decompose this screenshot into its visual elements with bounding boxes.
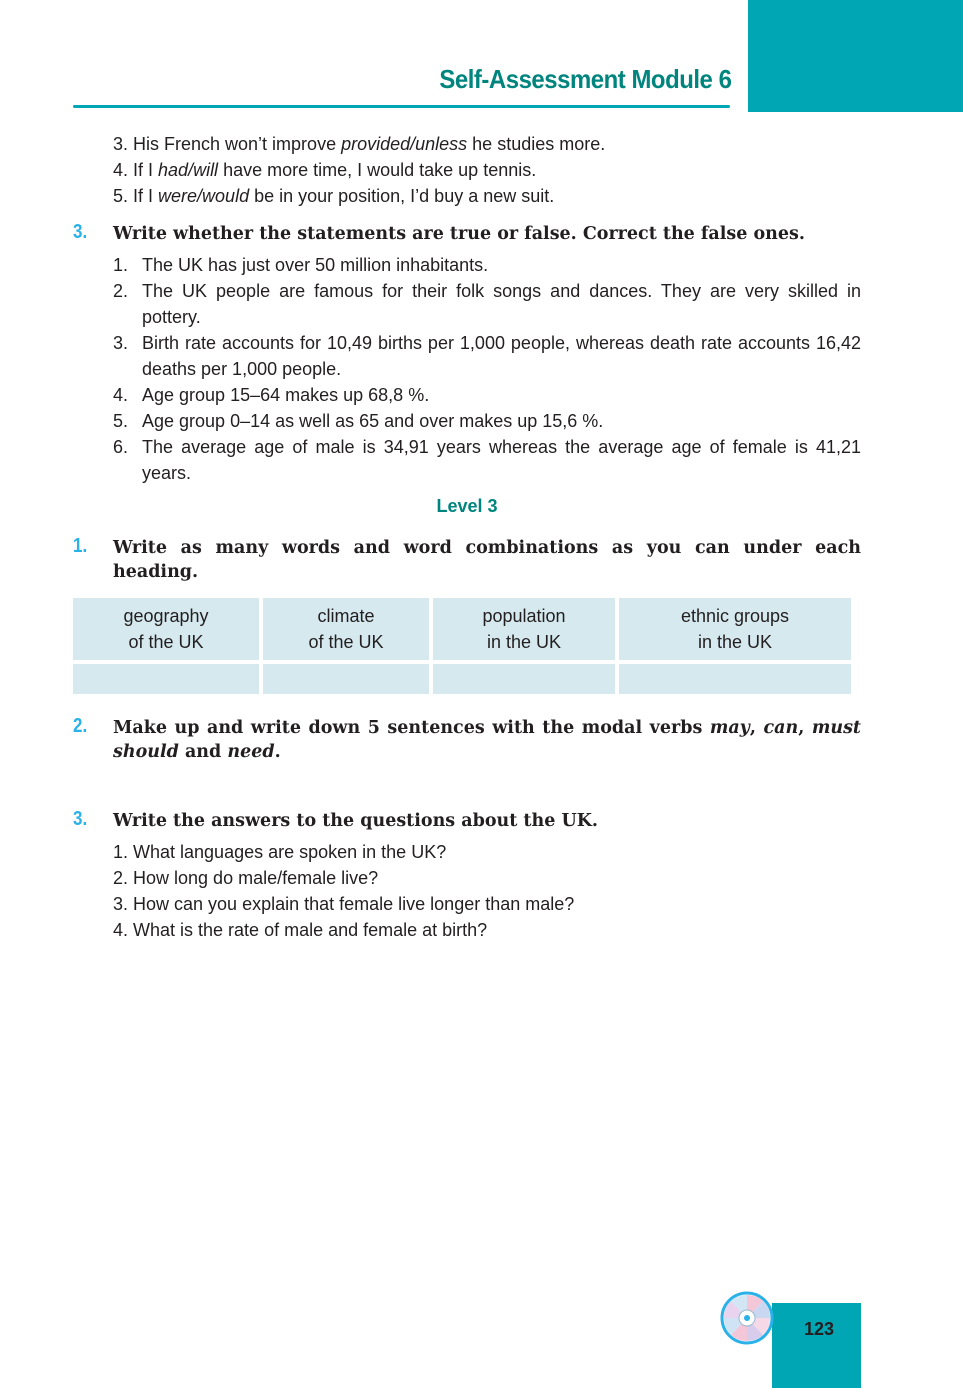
task-instruction: Write whether the statements are true or false. Correct the false ones. bbox=[113, 224, 805, 244]
question-list bbox=[113, 839, 574, 943]
continued-item: 4. If I had/will have more time, I would take up tennis. bbox=[113, 160, 537, 180]
statement-item: 1. The UK has just over 50 million inhabitants. bbox=[113, 255, 489, 275]
task-number: 1. bbox=[73, 535, 88, 557]
statement-item: 5. Age group 0–14 as well as 65 and over makes up 15,6 %. bbox=[113, 411, 604, 431]
statement-item: 4. Age group 15–64 makes up 68,8 %. bbox=[113, 385, 430, 405]
table-blank-cell bbox=[619, 660, 851, 694]
continued-items bbox=[113, 131, 605, 209]
page-number: 123 bbox=[803, 1319, 835, 1339]
continued-item: 3. His French won’t improve provided/unless he studies more. bbox=[113, 134, 606, 154]
cd-disc-icon bbox=[720, 1291, 774, 1345]
question-item: 3. How can you explain that female live longer than male? bbox=[113, 894, 575, 914]
table-heading-cell: climate of the UK bbox=[263, 598, 429, 660]
header-corner-block bbox=[748, 0, 963, 112]
task-number: 2. bbox=[73, 715, 88, 737]
task-instruction: Make up and write down 5 sentences with the modal verbs may, can, must should and need. bbox=[113, 718, 862, 762]
task-number: 3. bbox=[73, 808, 88, 830]
true-false-statements bbox=[113, 252, 861, 486]
statement-item: 3. Birth rate accounts for 10,49 births per 1,000 people, whereas death rate accounts 16,42 deaths per 1,000 people. bbox=[113, 333, 861, 379]
level-heading: Level 3 bbox=[436, 496, 498, 516]
word-headings-table bbox=[69, 598, 855, 694]
table-blank-cell bbox=[73, 660, 259, 694]
continued-item: 5. If I were/would be in your position, I’d buy a new suit. bbox=[113, 186, 555, 206]
page-title: Self-Assessment Module 6 bbox=[438, 64, 731, 94]
statement-item: 6. The average age of male is 34,91 years whereas the average age of female is 41,21 years. bbox=[113, 437, 861, 483]
task-instruction: Write as many words and word combinations as you can under each heading. bbox=[113, 538, 861, 582]
question-item: 2. How long do male/female live? bbox=[113, 868, 379, 888]
table-blank-cell bbox=[433, 660, 615, 694]
task-number: 3. bbox=[73, 221, 88, 243]
header-rule bbox=[73, 105, 730, 108]
table-heading-cell: geography of the UK bbox=[73, 598, 259, 660]
question-item: 1. What languages are spoken in the UK? bbox=[113, 842, 447, 862]
table-blank-cell bbox=[263, 660, 429, 694]
statement-item: 2. The UK people are famous for their folk songs and dances. They are very skilled in pottery. bbox=[113, 281, 861, 327]
task-instruction: Write the answers to the questions about the UK. bbox=[113, 811, 599, 831]
question-item: 4. What is the rate of male and female at birth? bbox=[113, 920, 488, 940]
table-heading-cell: population in the UK bbox=[433, 598, 615, 660]
table-heading-cell: ethnic groups in the UK bbox=[619, 598, 851, 660]
